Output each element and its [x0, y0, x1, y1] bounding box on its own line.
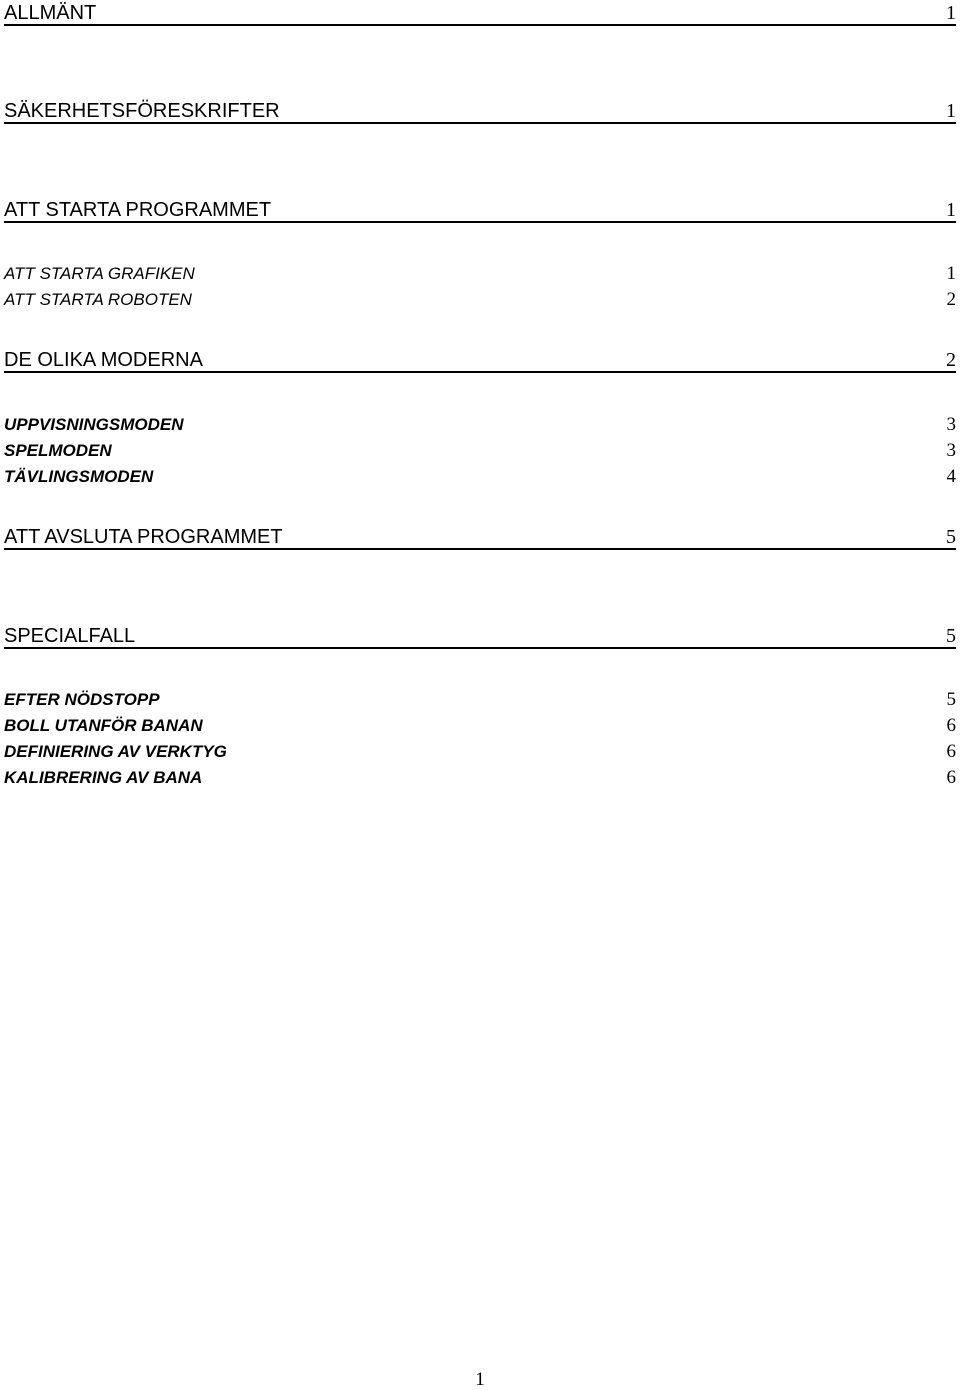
toc-entry-sakerhetsforeskrifter[interactable] — [4, 98, 956, 124]
toc-entry-label: ATT STARTA PROGRAMMET — [4, 199, 272, 221]
toc-entry-page: 6 — [946, 767, 956, 788]
toc-entry-att-starta-roboten[interactable] — [4, 288, 956, 310]
toc-entry-page: 5 — [946, 526, 956, 548]
toc-entry-page: 6 — [946, 715, 956, 736]
toc-entry-page: 1 — [946, 2, 956, 24]
toc-entry-label: SPELMODEN — [4, 441, 112, 460]
toc-entry-page: 1 — [946, 100, 956, 122]
toc-entry-page: 5 — [946, 689, 956, 710]
toc-entry-label: EFTER NÖDSTOPP — [4, 690, 160, 709]
toc-entry-allmant[interactable] — [4, 0, 956, 26]
toc-entry-label: ATT AVSLUTA PROGRAMMET — [4, 526, 283, 548]
toc-entry-specialfall[interactable] — [4, 623, 956, 649]
toc-entry-label: ATT STARTA GRAFIKEN — [4, 264, 195, 283]
toc-entry-kalibrering-av-bana[interactable] — [4, 766, 956, 788]
toc-entry-definiering-av-verktyg[interactable] — [4, 740, 956, 762]
toc-entry-efter-nodstopp[interactable] — [4, 688, 956, 710]
toc-entry-label: ALLMÄNT — [4, 2, 97, 24]
toc-entry-page: 2 — [946, 349, 956, 371]
toc-entry-label: KALIBRERING AV BANA — [4, 768, 203, 787]
toc-entry-label: DEFINIERING AV VERKTYG — [4, 742, 227, 761]
toc-entry-att-starta-programmet[interactable] — [4, 197, 956, 223]
toc-entry-uppvisningsmoden[interactable] — [4, 413, 956, 435]
toc-entry-att-starta-grafiken[interactable] — [4, 262, 956, 284]
toc-entry-label: TÄVLINGSMODEN — [4, 467, 154, 486]
toc-entry-page: 6 — [946, 741, 956, 762]
toc-entry-label: BOLL UTANFÖR BANAN — [4, 716, 203, 735]
toc-entry-label: SÄKERHETSFÖRESKRIFTER — [4, 100, 280, 122]
toc-entry-page: 5 — [946, 625, 956, 647]
toc-entry-page: 1 — [946, 199, 956, 221]
toc-entry-att-avsluta-programmet[interactable] — [4, 524, 956, 550]
toc-entry-tavlingsmoden[interactable] — [4, 465, 956, 487]
toc-entry-page: 4 — [946, 466, 956, 487]
toc-entry-label: UPPVISNINGSMODEN — [4, 415, 184, 434]
toc-entry-boll-utanfor-banan[interactable] — [4, 714, 956, 736]
toc-entry-label: SPECIALFALL — [4, 625, 136, 647]
toc-entry-spelmoden[interactable] — [4, 439, 956, 461]
page-number: 1 — [475, 1369, 485, 1390]
toc-entry-label: ATT STARTA ROBOTEN — [4, 290, 192, 309]
toc-entry-label: DE OLIKA MODERNA — [4, 349, 203, 371]
toc-entry-page: 2 — [946, 289, 956, 310]
toc-entry-page: 1 — [946, 263, 956, 284]
toc-entry-page: 3 — [946, 440, 956, 461]
toc-entry-page: 3 — [946, 414, 956, 435]
toc-entry-de-olika-moderna[interactable] — [4, 347, 956, 373]
